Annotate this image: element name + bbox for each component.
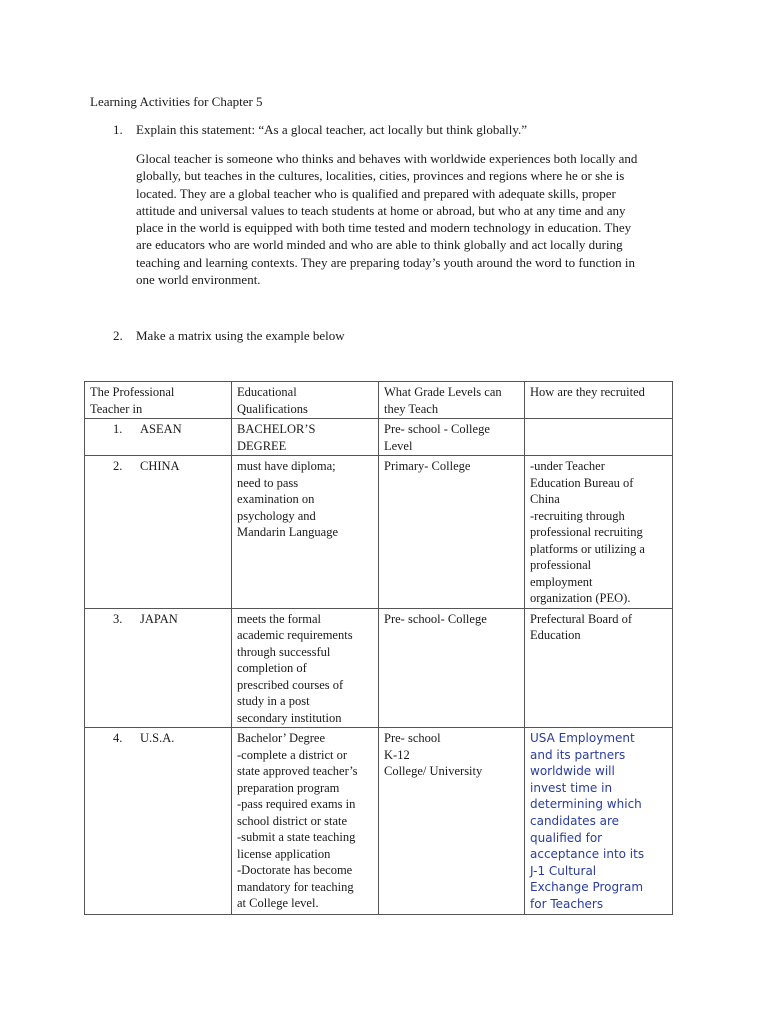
qualifications-cell — [232, 456, 379, 609]
cell-line: invest time in — [530, 780, 613, 795]
table-row — [85, 728, 673, 915]
cell-line: completion of — [237, 661, 307, 675]
table-row — [85, 419, 673, 456]
cell-line: through successful — [237, 644, 331, 659]
answer-line: teaching and learning contexts. They are preparing today’s youth around the word to function in — [136, 254, 636, 270]
cell-line: psychology and — [237, 508, 316, 523]
header-cell — [232, 382, 379, 419]
answer-text — [136, 150, 676, 288]
grade-levels-cell — [379, 608, 525, 728]
cell-line: organization (PEO). — [530, 591, 631, 605]
answer-line: Glocal teacher is someone who thinks and behaves with worldwide experiences both locally and — [136, 151, 638, 166]
cell-line: Qualifications — [237, 401, 308, 416]
country-cell — [85, 608, 232, 728]
cell-line: What Grade Levels can — [384, 385, 502, 399]
answer-line: attitude and universal values to teach students at home or abroad, but who at any time and any — [136, 202, 626, 218]
cell-line: school district or state — [237, 813, 348, 828]
cell-line: acceptance into its — [530, 847, 645, 862]
country-number: 1. — [113, 422, 123, 436]
cell-line: Prefectural Board of — [530, 611, 633, 626]
cell-line: China — [530, 492, 560, 506]
cell-line: -under Teacher — [530, 459, 605, 473]
cell-line: Teacher in — [90, 401, 143, 416]
country-name: JAPAN — [140, 611, 178, 626]
answer-line: one world environment. — [136, 272, 261, 288]
qualifications-cell — [232, 419, 379, 456]
cell-line: for Teachers — [530, 896, 604, 911]
cell-line: -pass required exams in — [237, 797, 356, 811]
cell-line: preparation program — [237, 780, 340, 795]
cell-line: Education — [530, 628, 581, 642]
cell-line: The Professional — [90, 385, 175, 399]
cell-line: mandatory for teaching — [237, 879, 354, 894]
question-number: 1. — [113, 122, 123, 137]
table-header-row — [85, 382, 673, 419]
cell-line: at College level. — [237, 896, 319, 910]
cell-line: must have diploma; — [237, 459, 336, 473]
cell-line: qualified for — [530, 830, 603, 845]
cell-line: Education Bureau of — [530, 475, 634, 490]
answer-paragraph — [136, 150, 676, 288]
cell-line: state approved teacher’s — [237, 764, 358, 778]
cell-line: platforms or utilizing a — [530, 541, 645, 556]
cell-line: secondary institution — [237, 710, 342, 725]
answer-line: place in the world is equipped with both time tested and modern technology in education. They — [136, 220, 632, 236]
cell-line: USA Employment — [530, 731, 635, 745]
cell-line: K-12 — [384, 747, 410, 762]
country-cell — [85, 728, 232, 915]
cell-line: J-1 Cultural — [530, 863, 597, 878]
cell-line: study in a post — [237, 694, 310, 708]
country-name: CHINA — [140, 459, 180, 473]
cell-line: employment — [530, 574, 593, 589]
cell-line: Level — [384, 438, 413, 453]
cell-line: -submit a state teaching — [237, 830, 356, 844]
cell-line: Educational — [237, 385, 297, 399]
cell-line: Primary- College — [384, 459, 471, 473]
grade-levels-cell — [379, 419, 525, 456]
cell-line: examination on — [237, 492, 315, 506]
cell-line: license application — [237, 846, 331, 861]
cell-line: professional — [530, 558, 592, 572]
recruitment-cell — [525, 728, 673, 915]
page-title: Learning Activities for Chapter 5 — [90, 94, 263, 109]
grade-levels-cell — [379, 456, 525, 609]
grade-levels-cell — [379, 728, 525, 915]
cell-line: meets the formal — [237, 611, 321, 626]
country-cell — [85, 419, 232, 456]
table-row — [85, 456, 673, 609]
answer-line: are educators who are world minded and who are able to think globally and act locally during — [136, 237, 623, 253]
cell-line: Pre- school- College — [384, 611, 487, 626]
answer-line: globally, but teaches in the cultures, localities, cities, provinces and regions where he or she is — [136, 168, 625, 184]
cell-line: Pre- school - College — [384, 422, 490, 436]
cell-line: Mandarin Language — [237, 525, 339, 539]
cell-line: -recruiting through — [530, 508, 625, 523]
cell-line: Exchange Program — [530, 880, 644, 895]
answer-line: located. They are a global teacher who is qualified and prepared with adequate skills, proper — [136, 185, 616, 201]
question-text: Explain this statement: “As a glocal teacher, act locally but think globally.” — [136, 122, 528, 137]
question-number: 2. — [113, 328, 123, 343]
cell-line: College/ University — [384, 764, 483, 778]
header-cell — [85, 382, 232, 419]
header-cell — [379, 382, 525, 419]
cell-line: -complete a district or — [237, 747, 348, 762]
country-cell — [85, 456, 232, 609]
table-row — [85, 608, 673, 728]
cell-line: professional recruiting — [530, 525, 643, 539]
country-number: 3. — [113, 611, 123, 626]
qualifications-cell — [232, 608, 379, 728]
header-cell — [525, 382, 673, 419]
cell-line: Bachelor’ Degree — [237, 731, 326, 745]
country-number: 4. — [113, 731, 123, 745]
cell-line: worldwide will — [530, 764, 615, 779]
cell-line: determining which — [530, 797, 642, 812]
cell-line: DEGREE — [237, 438, 287, 453]
recruitment-cell — [525, 419, 673, 456]
cell-line: BACHELOR’S — [237, 422, 316, 436]
cell-line: they Teach — [384, 401, 439, 416]
cell-line: and its partners — [530, 747, 626, 762]
cell-line: need to pass — [237, 475, 299, 490]
cell-line: academic requirements — [237, 628, 353, 642]
matrix-table — [84, 381, 673, 915]
cell-line: Pre- school — [384, 731, 441, 745]
question-text: Make a matrix using the example below — [136, 328, 345, 343]
cell-line: How are they recruited — [530, 385, 645, 399]
country-name: U.S.A. — [140, 731, 175, 745]
cell-line: candidates are — [530, 813, 620, 828]
cell-line: -Doctorate has become — [237, 863, 353, 877]
country-name: ASEAN — [140, 422, 182, 436]
cell-line: prescribed courses of — [237, 677, 344, 692]
qualifications-cell — [232, 728, 379, 915]
recruitment-cell — [525, 608, 673, 728]
country-number: 2. — [113, 459, 123, 473]
recruitment-cell — [525, 456, 673, 609]
